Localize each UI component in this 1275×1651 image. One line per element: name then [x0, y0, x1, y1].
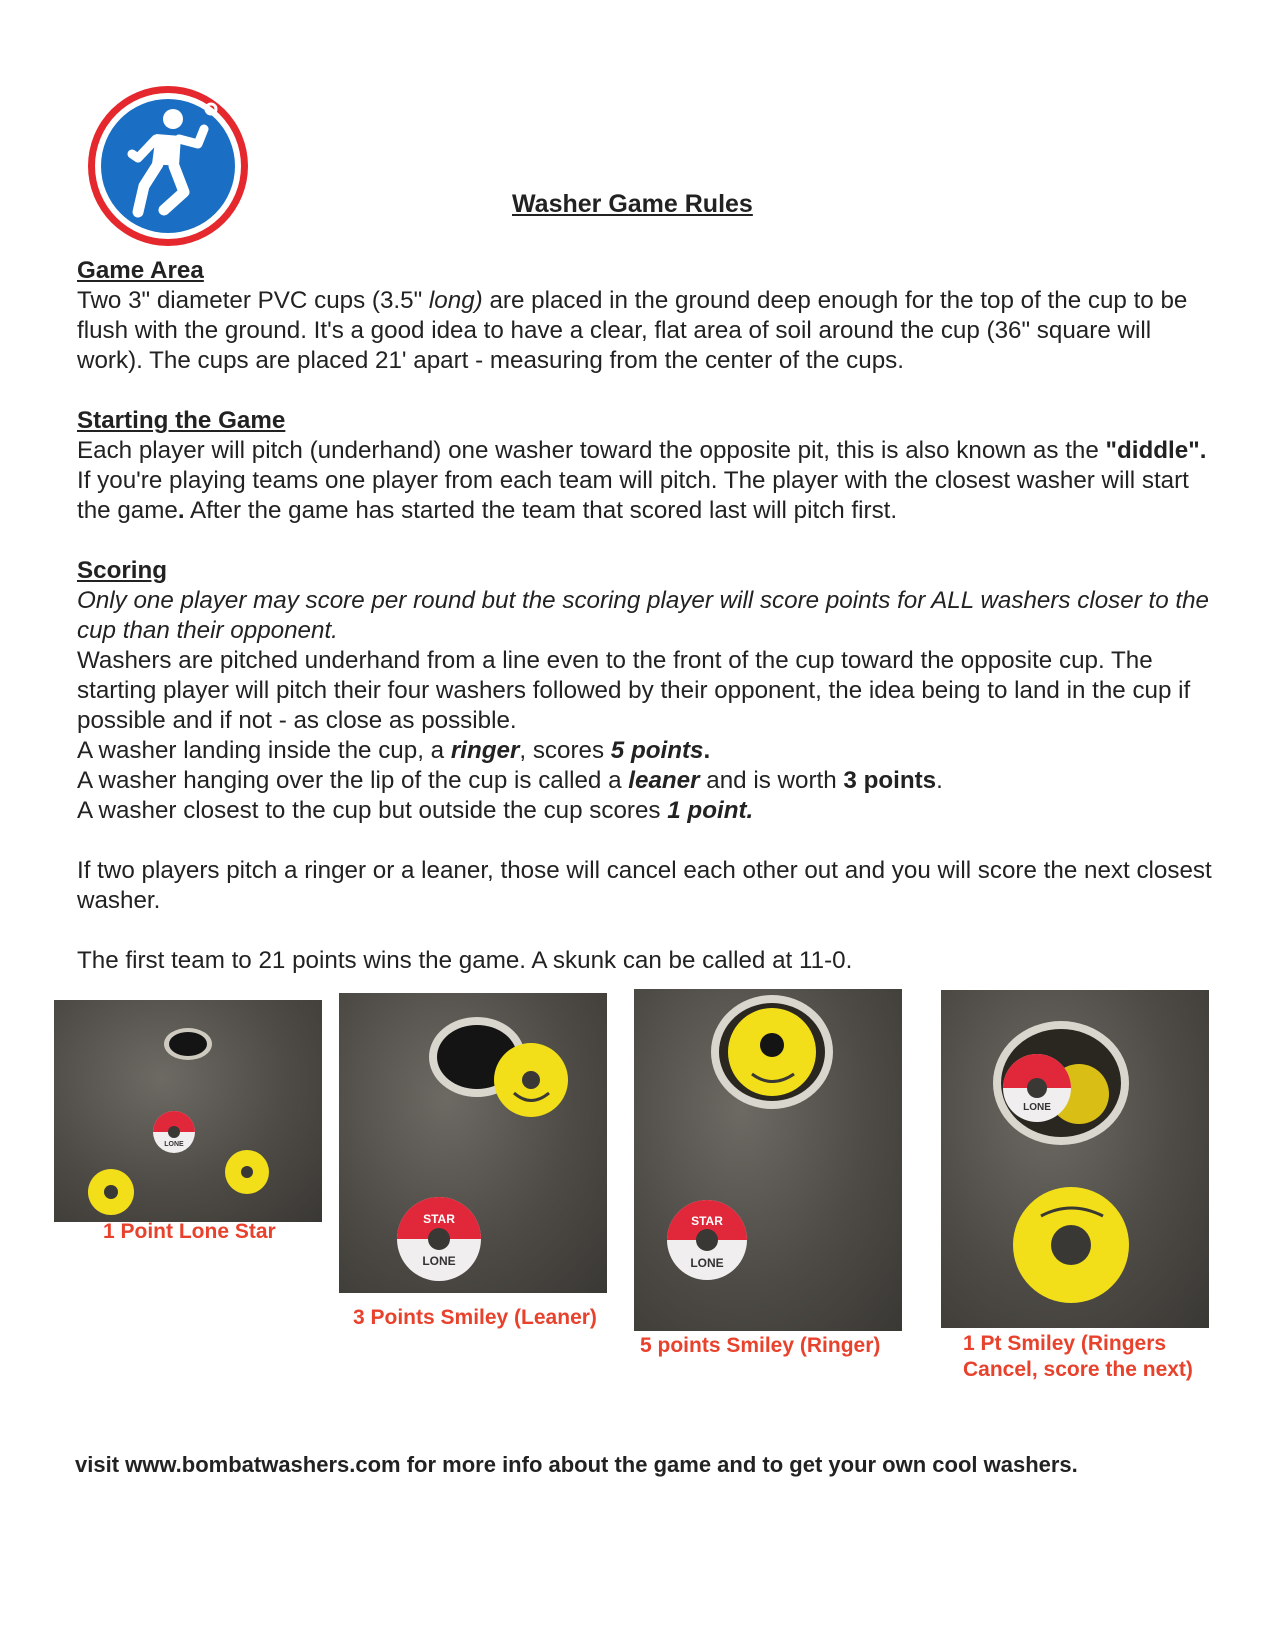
ringer-rule: A washer landing inside the cup, a ringer, scores 5 points.: [77, 737, 711, 764]
washer-label-star: STAR: [691, 1214, 723, 1228]
cancel-rule: If two players pitch a ringer or a leaner, those will cancel each other out and you will score the next closest washer.: [77, 857, 1212, 914]
game-area-text: Two 3" diameter PVC cups (3.5" long) are placed in the ground deep enough for the top of the cup to be flush with the ground. It's a good idea to have a clear, flat area of soil around the cup (36" square will work). The cups are placed 21' apart - measuring from the center of the cups.: [77, 287, 1188, 374]
washer-label-star: STAR: [423, 1212, 455, 1226]
closest-rule: A washer closest to the cup but outside the cup scores 1 point.: [77, 797, 754, 824]
starting-text: Each player will pitch (underhand) one washer toward the opposite pit, this is also known as the "diddle". If you're playing teams one player from each team will pitch. The player with the closest washer will start the game. After the game has started the team that scored last will pitch first.: [77, 437, 1207, 524]
win-rule: The first team to 21 points wins the game. A skunk can be called at 11-0.: [77, 947, 853, 974]
photo-smiley-ringer: [634, 989, 902, 1331]
photo-smiley-leaner: [339, 993, 607, 1293]
page-title: Washer Game Rules: [512, 190, 753, 218]
game-area-heading: Game Area: [77, 257, 204, 284]
rules-body: [77, 256, 1217, 976]
washer-label-lone: LONE: [164, 1141, 184, 1148]
photo-smiley-ringers-cancel: [941, 990, 1209, 1328]
washer-label-lone: LONE: [422, 1254, 456, 1268]
logo: [86, 84, 250, 248]
footer-note: visit www.bombatwashers.com for more info about the game and to get your own cool washers.: [75, 1452, 1078, 1477]
scoring-para: Washers are pitched underhand from a line even to the front of the cup toward the opposite cup. The starting player will pitch their four washers followed by their opponent, the idea being to land in the cup if possible and if not - as close as possible.: [77, 647, 1191, 734]
photo-caption: 5 points Smiley (Ringer): [640, 1334, 881, 1357]
starting-heading: Starting the Game: [77, 407, 286, 434]
person-pitching-icon: [86, 84, 250, 248]
photo-lone-star-1-point: [54, 1000, 322, 1222]
washer-label-lone: LONE: [1023, 1102, 1051, 1113]
photo-caption: 3 Points Smiley (Leaner): [353, 1306, 597, 1329]
scoring-note: Only one player may score per round but the scoring player will score points for ALL washers closer to the cup than their opponent.: [77, 587, 1209, 644]
photo-caption: 1 Point Lone Star: [103, 1220, 276, 1243]
leaner-rule: A washer hanging over the lip of the cup is called a leaner and is worth 3 points.: [77, 767, 943, 794]
scoring-heading: Scoring: [77, 557, 168, 584]
photo-caption: 1 Pt Smiley (Ringers Cancel, score the next): [963, 1332, 1193, 1381]
washer-label-lone: LONE: [690, 1256, 724, 1270]
